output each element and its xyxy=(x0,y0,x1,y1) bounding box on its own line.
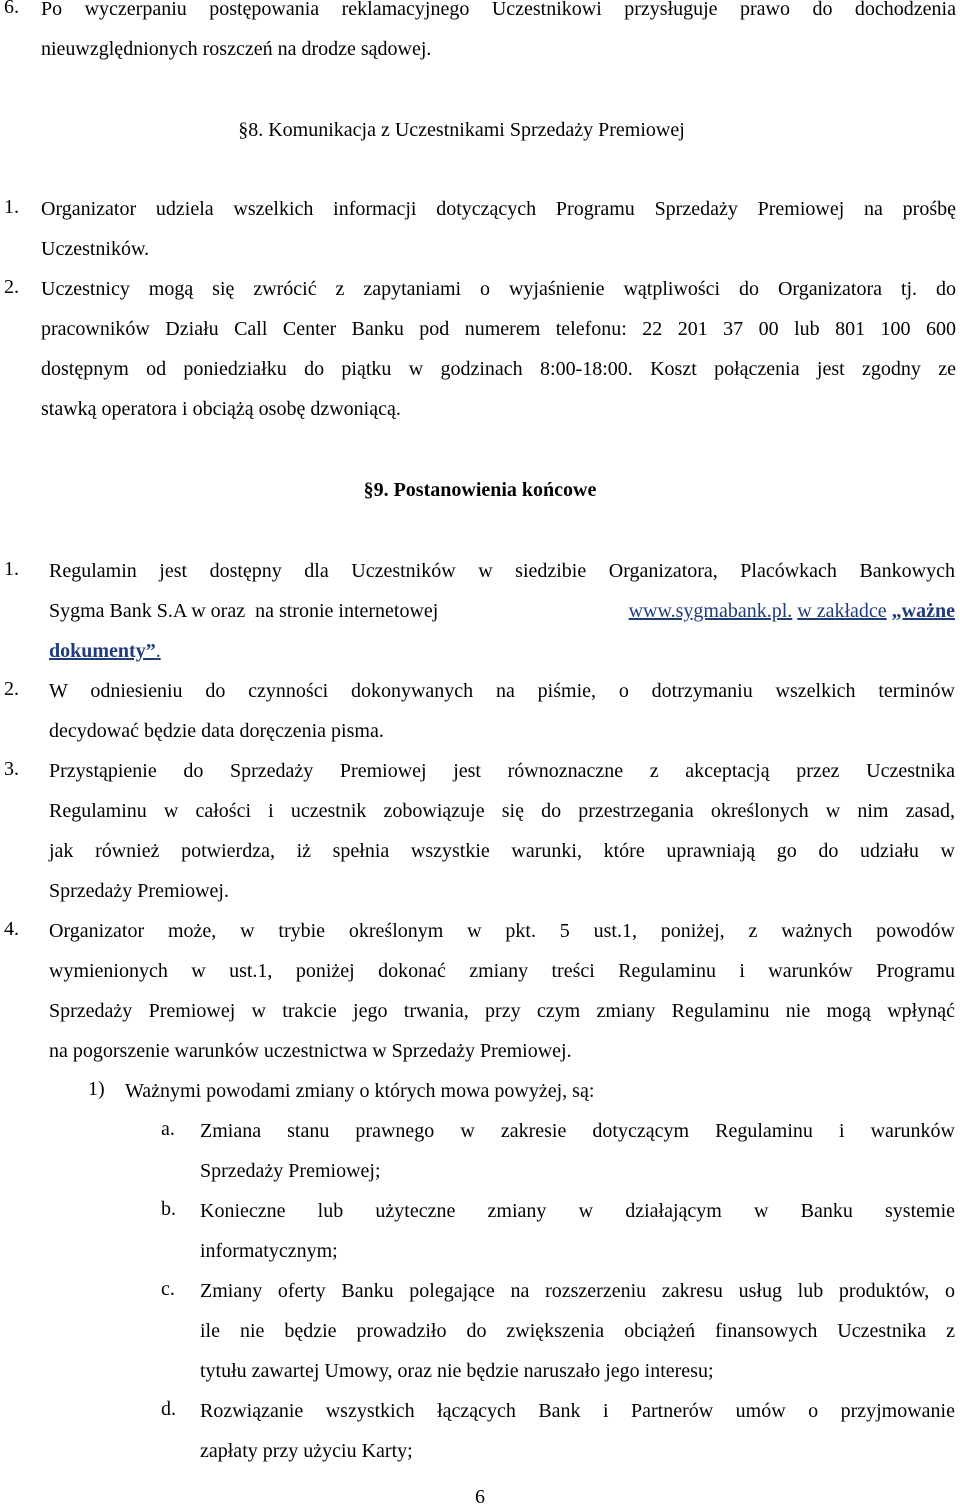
s8-item-1-line-2: Uczestników. xyxy=(41,238,150,260)
s9-item-2-number: 2. xyxy=(4,678,19,700)
section-8-heading xyxy=(0,117,960,143)
s9-item-1-links xyxy=(629,598,955,624)
page-number-text: 6 xyxy=(475,1486,485,1508)
s9-item-3-line-1: Przystąpienie do Sprzedaży Premiowej jest równoznaczne z akceptacją przez Uczestnika xyxy=(49,760,955,782)
sub-d-line-2: zapłaty przy użyciu Karty; xyxy=(200,1440,413,1462)
s9-item-1-line-3 xyxy=(49,638,960,664)
s9-item-2-line-1: W odniesieniu do czynności dokonywanych na piśmie, o dotrzymaniu wszelkich terminów xyxy=(49,680,955,702)
dokumenty-link-period[interactable]: . xyxy=(155,640,161,662)
sub-c-line-2: ile nie będzie prowadziło do zwiększenia obciążeń finansowych Uczestnika z xyxy=(200,1320,955,1342)
sub-d-line-1: Rozwiązanie wszystkich łączących Bank i Partnerów umów o przyjmowanie xyxy=(200,1400,955,1422)
s9-item-1-line-2-text: Sygma Bank S.A w oraz na stronie internetowej xyxy=(49,600,439,622)
dokumenty-link[interactable]: dokumenty” xyxy=(49,640,156,662)
item-6-line-2: nieuwzględnionych roszczeń na drodze sądowej. xyxy=(41,38,432,60)
wazne-link[interactable]: „ważne xyxy=(891,600,955,622)
s9-item-3-number: 3. xyxy=(4,758,19,780)
section-9-heading-text: §9. Postanowienia końcowe xyxy=(363,479,597,501)
sub-b-line-2: informatycznym; xyxy=(200,1240,338,1262)
sub-a-line-1: Zmiana stanu prawnego w zakresie dotyczącym Regulaminu i warunków xyxy=(200,1120,955,1142)
s9-item-3-line-4: Sprzedaży Premiowej. xyxy=(49,880,229,902)
s8-item-1-number: 1. xyxy=(4,196,19,218)
s9-item-1-line-1: Regulamin jest dostępny dla Uczestników w siedzibie Organizatora, Placówkach Bankowych xyxy=(49,560,955,582)
s8-item-1-line-1: Organizator udziela wszelkich informacji dotyczących Programu Sprzedaży Premiowej na prośbę xyxy=(41,198,956,220)
s9-item-4-line-3: Sprzedaży Premiowej w trakcie jego trwania, przy czym zmiany Regulaminu nie mogą wpłynąć xyxy=(49,1000,955,1022)
sub-c-letter: c. xyxy=(161,1278,175,1300)
s9-item-2-line-2: decydować będzie data doręczenia pisma. xyxy=(49,720,384,742)
item-6-line-1: Po wyczerpaniu postępowania reklamacyjnego Uczestnikowi przysługuje prawo do dochodzenia xyxy=(41,0,956,20)
zakladka-link[interactable]: w zakładce xyxy=(797,600,887,622)
sub-b-line-1: Konieczne lub użyteczne zmiany w działającym w Banku systemie xyxy=(200,1200,955,1222)
sub-b-letter: b. xyxy=(161,1198,176,1220)
page-number xyxy=(0,1484,960,1510)
s9-item-1-line-2 xyxy=(49,598,955,624)
s9-item-4-sub-1-text: Ważnymi powodami zmiany o których mowa powyżej, są: xyxy=(125,1080,595,1102)
item-6-number: 6. xyxy=(4,0,19,18)
section-9-heading xyxy=(0,477,960,503)
s9-item-4-sub-1-number: 1) xyxy=(88,1078,105,1100)
s9-item-4-number: 4. xyxy=(4,918,19,940)
s9-item-4-line-4: na pogorszenie warunków uczestnictwa w Sprzedaży Premiowej. xyxy=(49,1040,572,1062)
sygmabank-url-link[interactable]: www.sygmabank.pl. xyxy=(628,600,793,622)
s9-item-3-line-2: Regulaminu w całości i uczestnik zobowiązuje się do przestrzegania określonych w nim zasad, xyxy=(49,800,955,822)
s8-item-2-line-4: stawką operatora i obciążą osobę dzwoniącą. xyxy=(41,398,401,420)
s9-item-3-line-3: jak również potwierdza, iż spełnia wszystkie warunki, które uprawniają go do udziału w xyxy=(49,840,955,862)
section-8-heading-text: §8. Komunikacja z Uczestnikami Sprzedaży Premiowej xyxy=(238,119,685,141)
s9-item-1-number: 1. xyxy=(4,558,19,580)
s8-item-2-line-1: Uczestnicy mogą się zwrócić z zapytaniami o wyjaśnienie wątpliwości do Organizatora tj. do xyxy=(41,278,956,300)
sub-d-letter: d. xyxy=(161,1398,176,1420)
s9-item-4-line-2: wymienionych w ust.1, poniżej dokonać zmiany treści Regulaminu i warunków Programu xyxy=(49,960,955,982)
sub-c-line-1: Zmiany oferty Banku polegające na rozszerzeniu zakresu usług lub produktów, o xyxy=(200,1280,955,1302)
s9-item-4-line-1: Organizator może, w trybie określonym w pkt. 5 ust.1, poniżej, z ważnych powodów xyxy=(49,920,955,942)
sub-a-line-2: Sprzedaży Premiowej; xyxy=(200,1160,381,1182)
sub-c-line-3: tytułu zawartej Umowy, oraz nie będzie naruszało jego interesu; xyxy=(200,1360,714,1382)
sub-a-letter: a. xyxy=(161,1118,175,1140)
s8-item-2-number: 2. xyxy=(4,276,19,298)
s8-item-2-line-2: pracowników Działu Call Center Banku pod numerem telefonu: 22 201 37 00 lub 801 100 600 xyxy=(41,318,956,340)
s8-item-2-line-3: dostępnym od poniedziałku do piątku w godzinach 8:00-18:00. Koszt połączenia jest zgodny ze xyxy=(41,358,956,380)
